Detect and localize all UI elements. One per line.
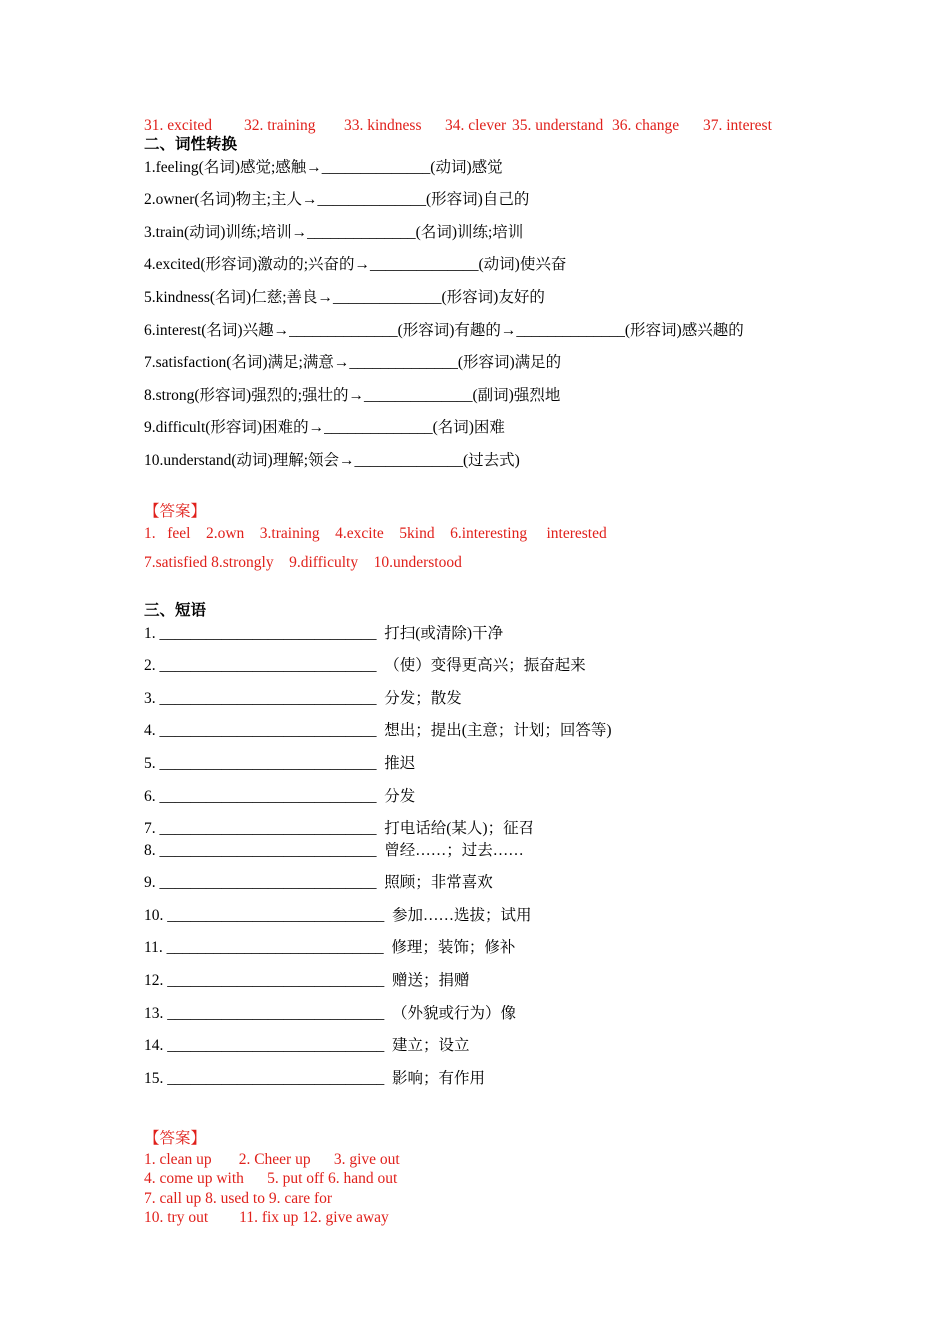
- section3-item-14: 14. ____________________________ 建立；设立: [144, 1037, 470, 1054]
- answer-35: 35. understand: [512, 117, 604, 134]
- section3-item-6: 6. ____________________________ 分发: [144, 788, 416, 805]
- answer-36: 36. change: [612, 117, 680, 134]
- section2-item-10: 10.understand(动词)理解;领会→______________(过去式): [144, 452, 520, 469]
- section3-item-15: 15. ____________________________ 影响；有作用: [144, 1070, 486, 1087]
- section2-item-5: 5.kindness(名词)仁慈;善良→______________(形容词)友好的: [144, 289, 545, 306]
- section2-item-1: 1.feeling(名词)感觉;感触→______________(动词)感觉: [144, 159, 503, 176]
- section3-item-12: 12. ____________________________ 赠送；捐赠: [144, 972, 470, 989]
- section3-item-5: 5. ____________________________ 推迟: [144, 755, 416, 772]
- answer-33: 33. kindness: [344, 117, 422, 134]
- section3-item-2: 2. ____________________________ （使）变得更高兴；振奋起来: [144, 657, 586, 674]
- answer-37: 37. interest: [703, 117, 772, 134]
- section3-item-1: 1. ____________________________ 打扫(或清除)干净: [144, 625, 504, 642]
- section3-item-9: 9. ____________________________ 照顾；非常喜欢: [144, 874, 493, 891]
- answer-34: 34. clever: [445, 117, 507, 134]
- answer-32: 32. training: [244, 117, 316, 134]
- section2-answer-label: 【答案】: [144, 503, 207, 520]
- section3-item-4: 4. ____________________________ 想出；提出(主意；计划；回答等): [144, 722, 612, 739]
- section3-item-10: 10. ____________________________ 参加……选拔；试用: [144, 907, 532, 924]
- answer-31: 31. excited: [144, 117, 213, 134]
- section2-heading: 二、词性转换: [144, 136, 238, 153]
- section3-answer-line-4: 10. try out 11. fix up 12. give away: [144, 1209, 389, 1226]
- section3-item-11: 11. ____________________________ 修理；装饰；修补: [144, 939, 516, 956]
- section2-item-7: 7.satisfaction(名词)满足;满意→______________(形容词)满足的: [144, 354, 562, 371]
- section3-item-7: 7. ____________________________ 打电话给(某人)；征召: [144, 820, 535, 837]
- section3-item-8: 8. ____________________________ 曾经……；过去……: [144, 842, 524, 859]
- section2-item-2: 2.owner(名词)物主;主人→______________(形容词)自己的: [144, 191, 530, 208]
- section3-answer-label: 【答案】: [144, 1130, 207, 1147]
- section2-item-4: 4.excited(形容词)激动的;兴奋的→______________(动词)使兴奋: [144, 256, 567, 273]
- section3-heading: 三、短语: [144, 602, 207, 619]
- section2-answer-line-1: 1. feel 2.own 3.training 4.excite 5kind 6.interesting interested: [144, 525, 607, 542]
- section3-item-13: 13. ____________________________ （外貌或行为）像: [144, 1005, 517, 1022]
- section3-answer-line-3: 7. call up 8. used to 9. care for: [144, 1190, 333, 1207]
- section2-item-8: 8.strong(形容词)强烈的;强壮的→______________(副词)强烈地: [144, 387, 561, 404]
- section3-item-3: 3. ____________________________ 分发；散发: [144, 690, 462, 707]
- section2-item-3: 3.train(动词)训练;培训→______________(名词)训练;培训: [144, 224, 524, 241]
- section2-item-9: 9.difficult(形容词)困难的→______________(名词)困难: [144, 419, 505, 436]
- section3-answer-line-1: 1. clean up 2. Cheer up 3. give out: [144, 1151, 400, 1168]
- section2-answer-line-2: 7.satisfied 8.strongly 9.difficulty 10.understood: [144, 554, 462, 571]
- section3-answer-line-2: 4. come up with 5. put off 6. hand out: [144, 1170, 398, 1187]
- section2-item-6: 6.interest(名词)兴趣→______________(形容词)有趣的→______________(形容词)感兴趣的: [144, 322, 744, 339]
